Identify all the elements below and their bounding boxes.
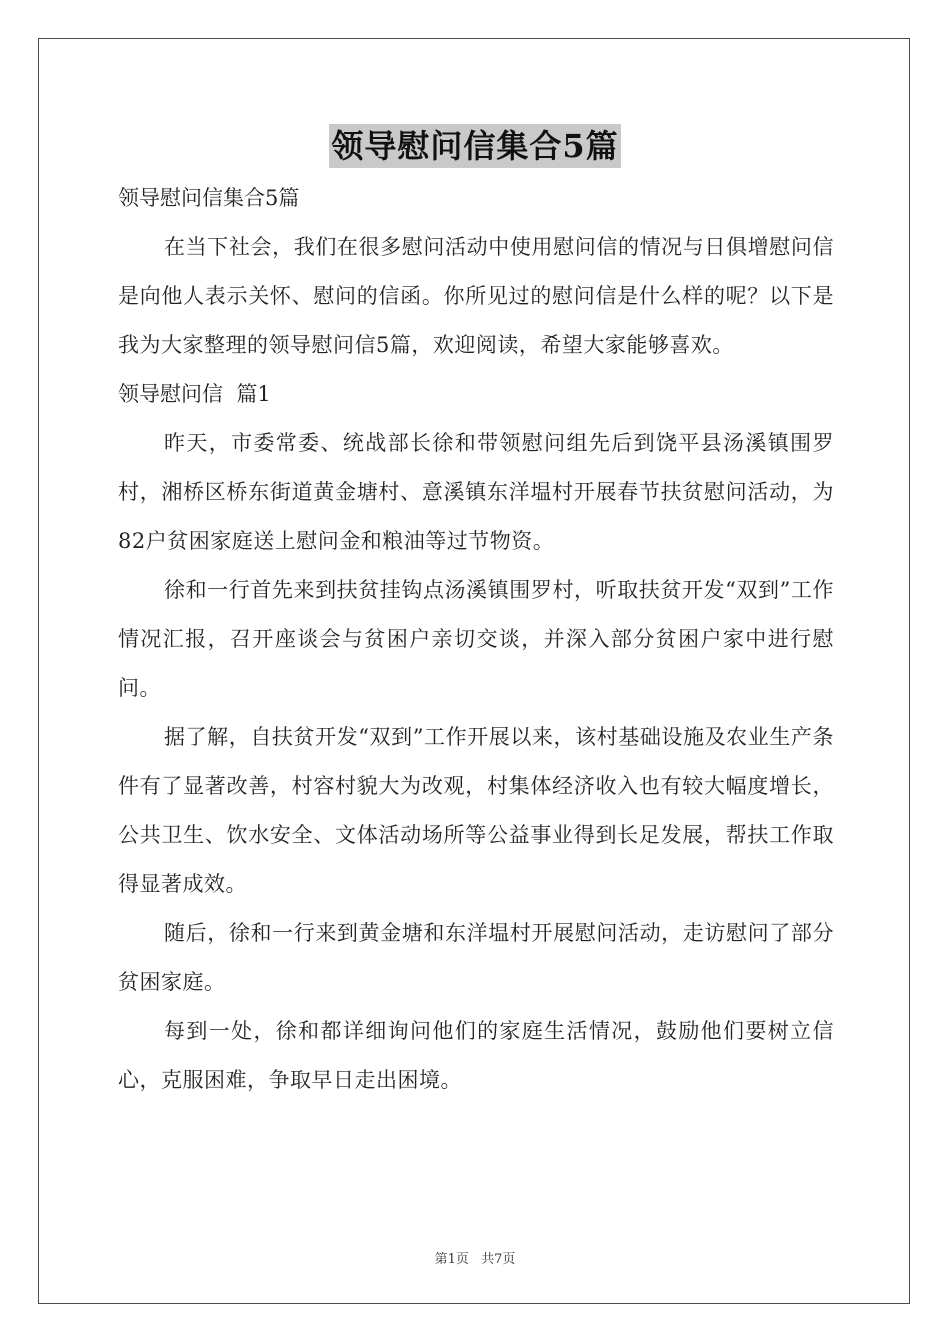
- section-paragraph-5: 每到一处，徐和都详细询问他们的家庭生活情况，鼓励他们要树立信心，克服困难，争取早日走出困境。: [118, 1019, 834, 1092]
- section-paragraph-1: 昨天，市委常委、统战部长徐和带领慰问组先后到饶平县汤溪镇围罗村，湘桥区桥东街道黄金塘村、意溪镇东洋塭村开展春节扶贫慰问活动，为82户贫困家庭送上慰问金和粮油等过节物资。: [118, 431, 834, 553]
- section-paragraph-4: 随后，徐和一行来到黄金塘和东洋塭村开展慰问活动，走访慰问了部分贫困家庭。: [118, 921, 834, 994]
- document-body: [118, 174, 834, 1105]
- page-footer: [0, 1248, 950, 1267]
- document-subtitle: 领导慰问信集合5篇: [118, 186, 300, 210]
- section-paragraph-3: 据了解，自扶贫开发“双到”工作开展以来，该村基础设施及农业生产条件有了显著改善，村容村貌大为改观，村集体经济收入也有较大幅度增长，公共卫生、饮水安全、文体活动场所等公益事业得到长足发展，帮扶工作取得显著成效。: [118, 725, 834, 896]
- title-container: [0, 124, 950, 168]
- page-number: 第1页: [434, 1252, 469, 1267]
- section-paragraph-2: 徐和一行首先来到扶贫挂钩点汤溪镇围罗村，听取扶贫开发“双到”工作情况汇报，召开座谈会与贫困户亲切交谈，并深入部分贫困户家中进行慰问。: [118, 578, 834, 700]
- section-heading: 领导慰问信 篇1: [118, 382, 271, 406]
- page-total: 共7页: [481, 1252, 516, 1267]
- document-title: 领导慰问信集合5篇: [329, 124, 620, 168]
- intro-paragraph: 在当下社会，我们在很多慰问活动中使用慰问信的情况与日俱增慰问信是向他人表示关怀、慰问的信函。你所见过的慰问信是什么样的呢？以下是我为大家整理的领导慰问信5篇，欢迎阅读，希望大家能够喜欢。: [118, 235, 834, 357]
